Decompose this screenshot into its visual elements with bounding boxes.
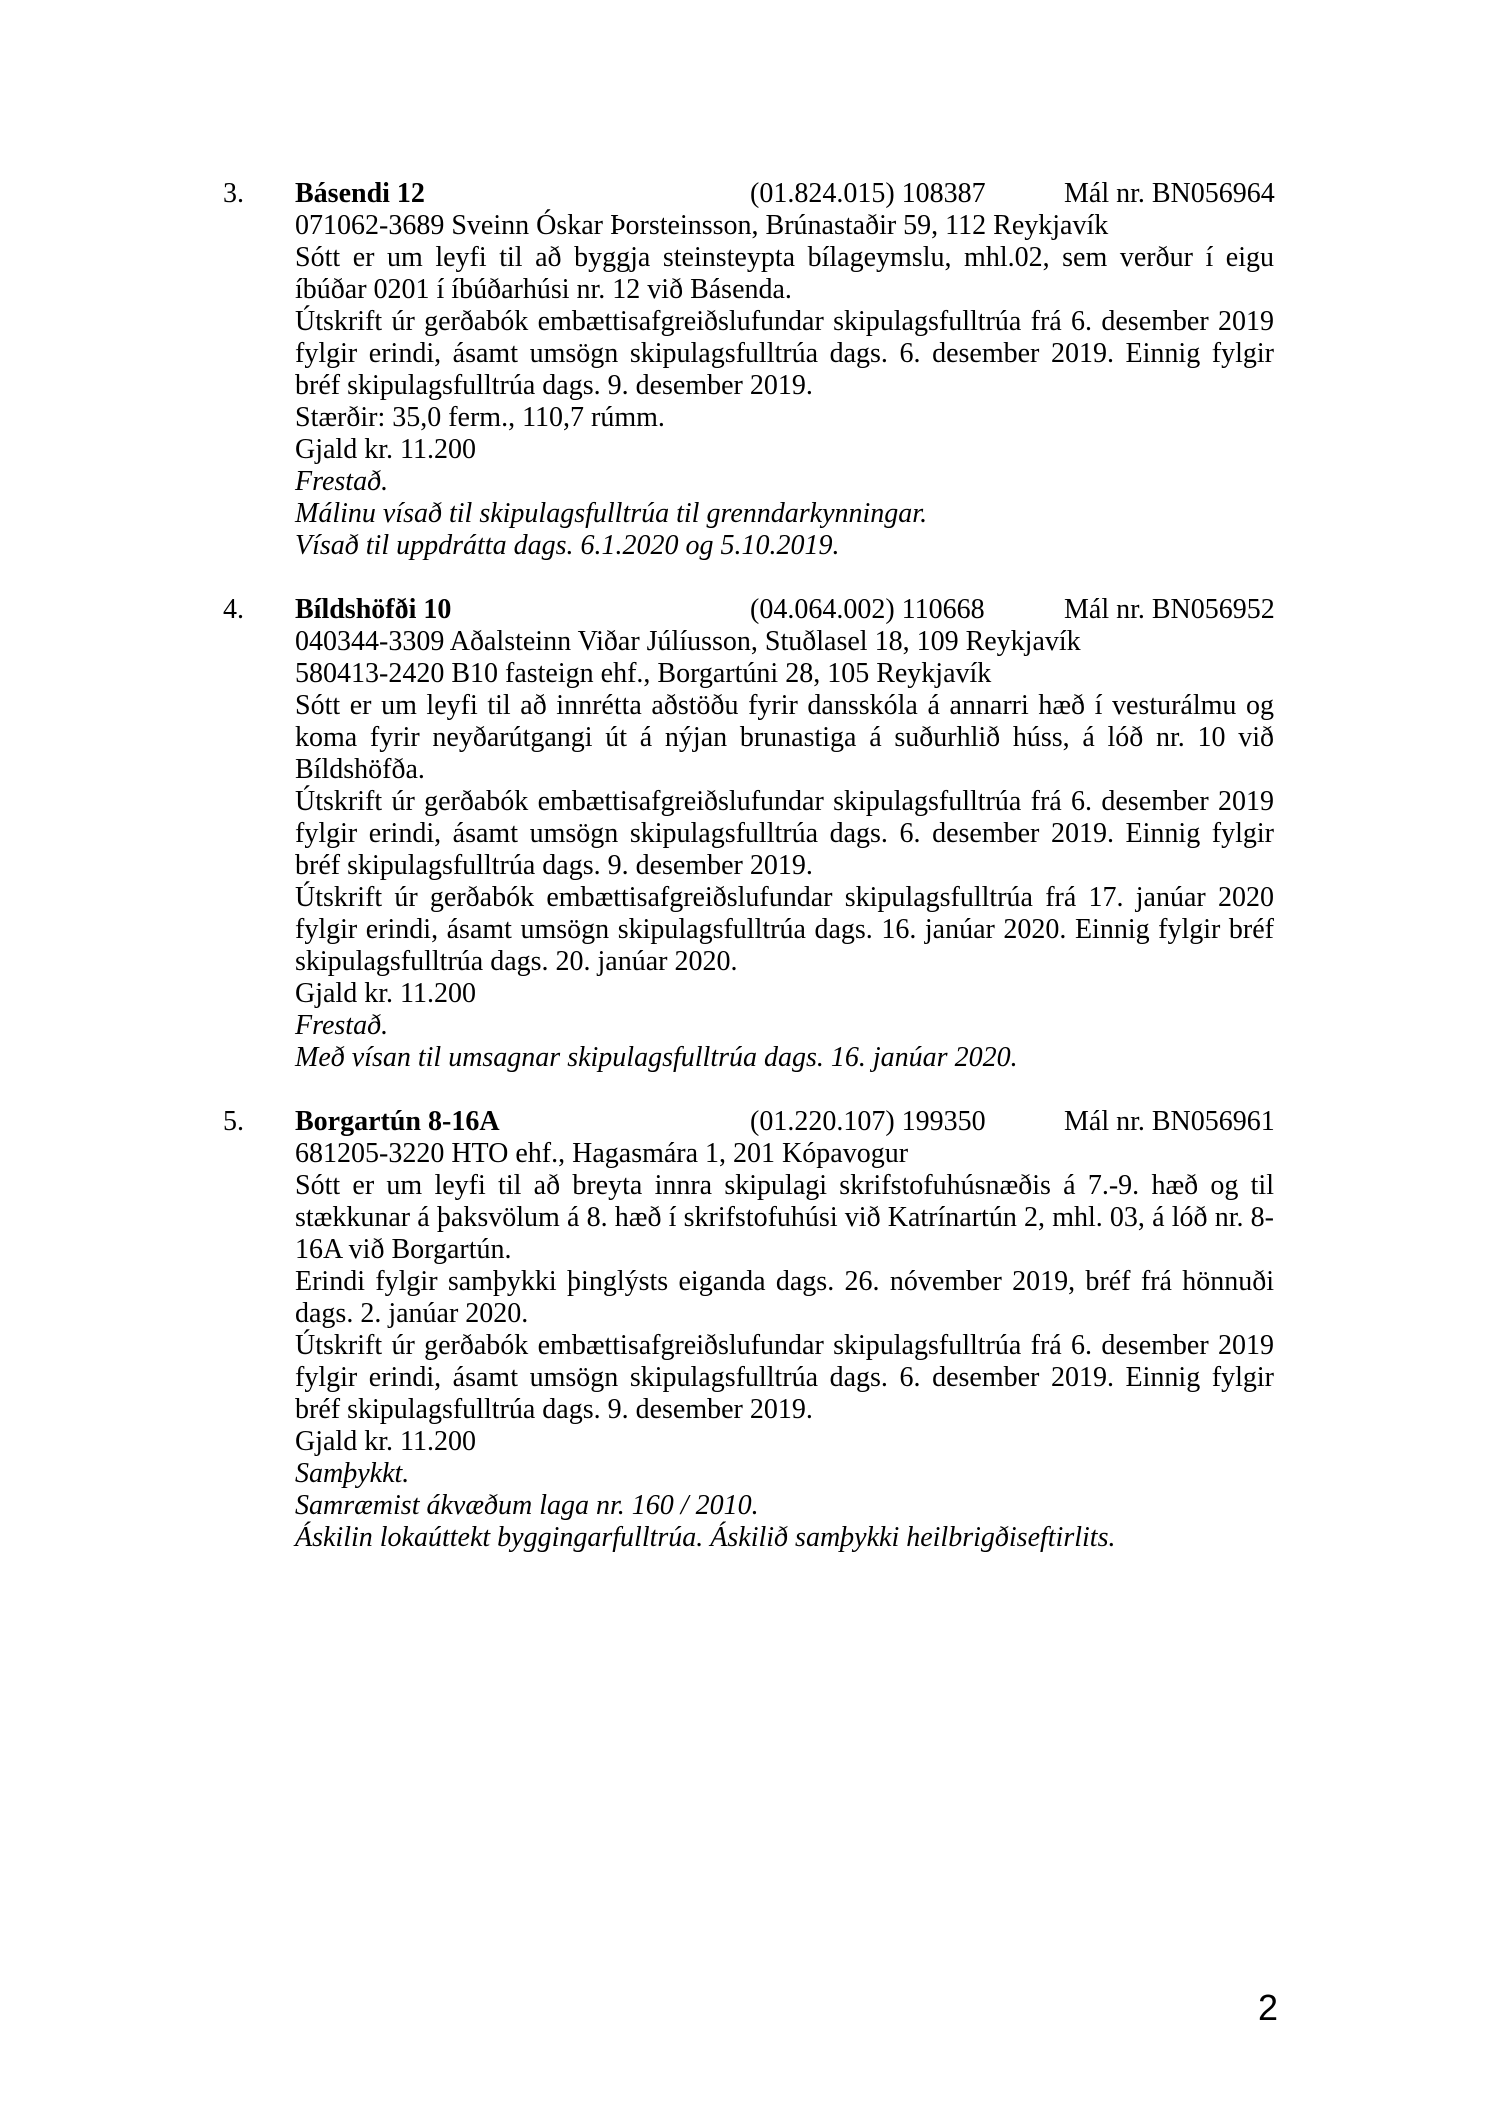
item-line: Útskrift úr gerðabók embættisafgreiðslufundar skipulagsfulltrúa frá 6. desember 2019 — [295, 306, 1274, 337]
item-line: Útskrift úr gerðabók embættisafgreiðslufundar skipulagsfulltrúa frá 6. desember 2019 — [295, 1330, 1274, 1361]
item-line: Með vísan til umsagnar skipulagsfulltrúa dags. 16. janúar 2020. — [295, 1042, 1018, 1073]
item-line: 071062-3689 Sveinn Óskar Þorsteinsson, Brúnastaðir 59, 112 Reykjavík — [295, 210, 1109, 241]
item-line: Vísað til uppdrátta dags. 6.1.2020 og 5.10.2019. — [295, 530, 840, 561]
item-line: Frestað. — [295, 466, 389, 497]
item-line: fylgir erindi, ásamt umsögn skipulagsfulltrúa dags. 6. desember 2019. Einnig fylgir — [295, 818, 1274, 849]
item-title: Bíldshöfði 10 — [295, 594, 452, 625]
item-line: Málinu vísað til skipulagsfulltrúa til grenndarkynningar. — [295, 498, 928, 529]
item-line: Gjald kr. 11.200 — [295, 1426, 476, 1457]
item-title: Básendi 12 — [295, 178, 425, 209]
item-parcel-number: (04.064.002) 110668 — [750, 594, 985, 625]
item-line: Útskrift úr gerðabók embættisafgreiðslufundar skipulagsfulltrúa frá 6. desember 2019 — [295, 786, 1274, 817]
page-number: 2 — [1258, 1987, 1279, 2028]
item-line: dags. 2. janúar 2020. — [295, 1298, 529, 1329]
item-line: Samræmist ákvæðum laga nr. 160 / 2010. — [295, 1490, 759, 1521]
item-line: bréf skipulagsfulltrúa dags. 9. desember 2019. — [295, 1394, 813, 1425]
item-parcel-number: (01.220.107) 199350 — [750, 1106, 986, 1137]
item-line: íbúðar 0201 í íbúðarhúsi nr. 12 við Básenda. — [295, 274, 792, 305]
item-line: bréf skipulagsfulltrúa dags. 9. desember 2019. — [295, 850, 813, 881]
item-line: Gjald kr. 11.200 — [295, 434, 476, 465]
item-line: Útskrift úr gerðabók embættisafgreiðslufundar skipulagsfulltrúa frá 17. janúar 2020 — [295, 882, 1274, 913]
item-number: 5. — [223, 1106, 244, 1137]
item-line: Samþykkt. — [295, 1458, 410, 1489]
item-line: 040344-3309 Aðalsteinn Viðar Júlíusson, Stuðlasel 18, 109 Reykjavík — [295, 626, 1081, 657]
agenda-item — [0, 178, 1500, 562]
item-line: Áskilin lokaúttekt byggingarfulltrúa. Áskilið samþykki heilbrigðiseftirlits. — [295, 1522, 1116, 1553]
item-line: 681205-3220 HTO ehf., Hagasmára 1, 201 Kópavogur — [295, 1138, 909, 1169]
item-case-number: Mál nr. BN056952 — [1064, 594, 1275, 625]
item-line: Erindi fylgir samþykki þinglýsts eiganda dags. 26. nóvember 2019, bréf frá hönnuði — [295, 1266, 1274, 1297]
item-line: stækkunar á þaksvölum á 8. hæð í skrifstofuhúsi við Katrínartún 2, mhl. 03, á lóð nr. 8- — [295, 1202, 1274, 1233]
item-line: Stærðir: 35,0 ferm., 110,7 rúmm. — [295, 402, 665, 433]
item-line: Sótt er um leyfi til að innrétta aðstöðu fyrir dansskóla á annarri hæð í vesturálmu og — [295, 690, 1274, 721]
item-line: Sótt er um leyfi til að breyta innra skipulagi skrifstofuhúsnæðis á 7.-9. hæð og til — [295, 1170, 1274, 1201]
item-line: 580413-2420 B10 fasteign ehf., Borgartúni 28, 105 Reykjavík — [295, 658, 992, 689]
item-line: fylgir erindi, ásamt umsögn skipulagsfulltrúa dags. 16. janúar 2020. Einnig fylgir bréf — [295, 914, 1274, 945]
item-header — [0, 178, 1500, 210]
item-case-number: Mál nr. BN056964 — [1064, 178, 1275, 209]
item-number: 4. — [223, 594, 244, 625]
item-line: skipulagsfulltrúa dags. 20. janúar 2020. — [295, 946, 738, 977]
item-case-number: Mál nr. BN056961 — [1064, 1106, 1275, 1137]
item-line: koma fyrir neyðarútgangi út á nýjan brunastiga á suðurhlið húss, á lóð nr. 10 við — [295, 722, 1274, 753]
item-line: fylgir erindi, ásamt umsögn skipulagsfulltrúa dags. 6. desember 2019. Einnig fylgir — [295, 1362, 1274, 1393]
item-header — [0, 594, 1500, 626]
item-header — [0, 1106, 1500, 1138]
agenda-item — [0, 594, 1500, 1074]
agenda-items — [0, 178, 1500, 1586]
item-line: 16A við Borgartún. — [295, 1234, 512, 1265]
item-line: Gjald kr. 11.200 — [295, 978, 476, 1009]
item-line: Bíldshöfða. — [295, 754, 425, 785]
item-parcel-number: (01.824.015) 108387 — [750, 178, 986, 209]
agenda-item — [0, 1106, 1500, 1554]
item-line: Frestað. — [295, 1010, 389, 1041]
item-line: fylgir erindi, ásamt umsögn skipulagsfulltrúa dags. 6. desember 2019. Einnig fylgir — [295, 338, 1274, 369]
item-line: Sótt er um leyfi til að byggja steinsteypta bílageymslu, mhl.02, sem verður í eigu — [295, 242, 1274, 273]
item-number: 3. — [223, 178, 244, 209]
item-title: Borgartún 8-16A — [295, 1106, 500, 1137]
item-line: bréf skipulagsfulltrúa dags. 9. desember 2019. — [295, 370, 813, 401]
